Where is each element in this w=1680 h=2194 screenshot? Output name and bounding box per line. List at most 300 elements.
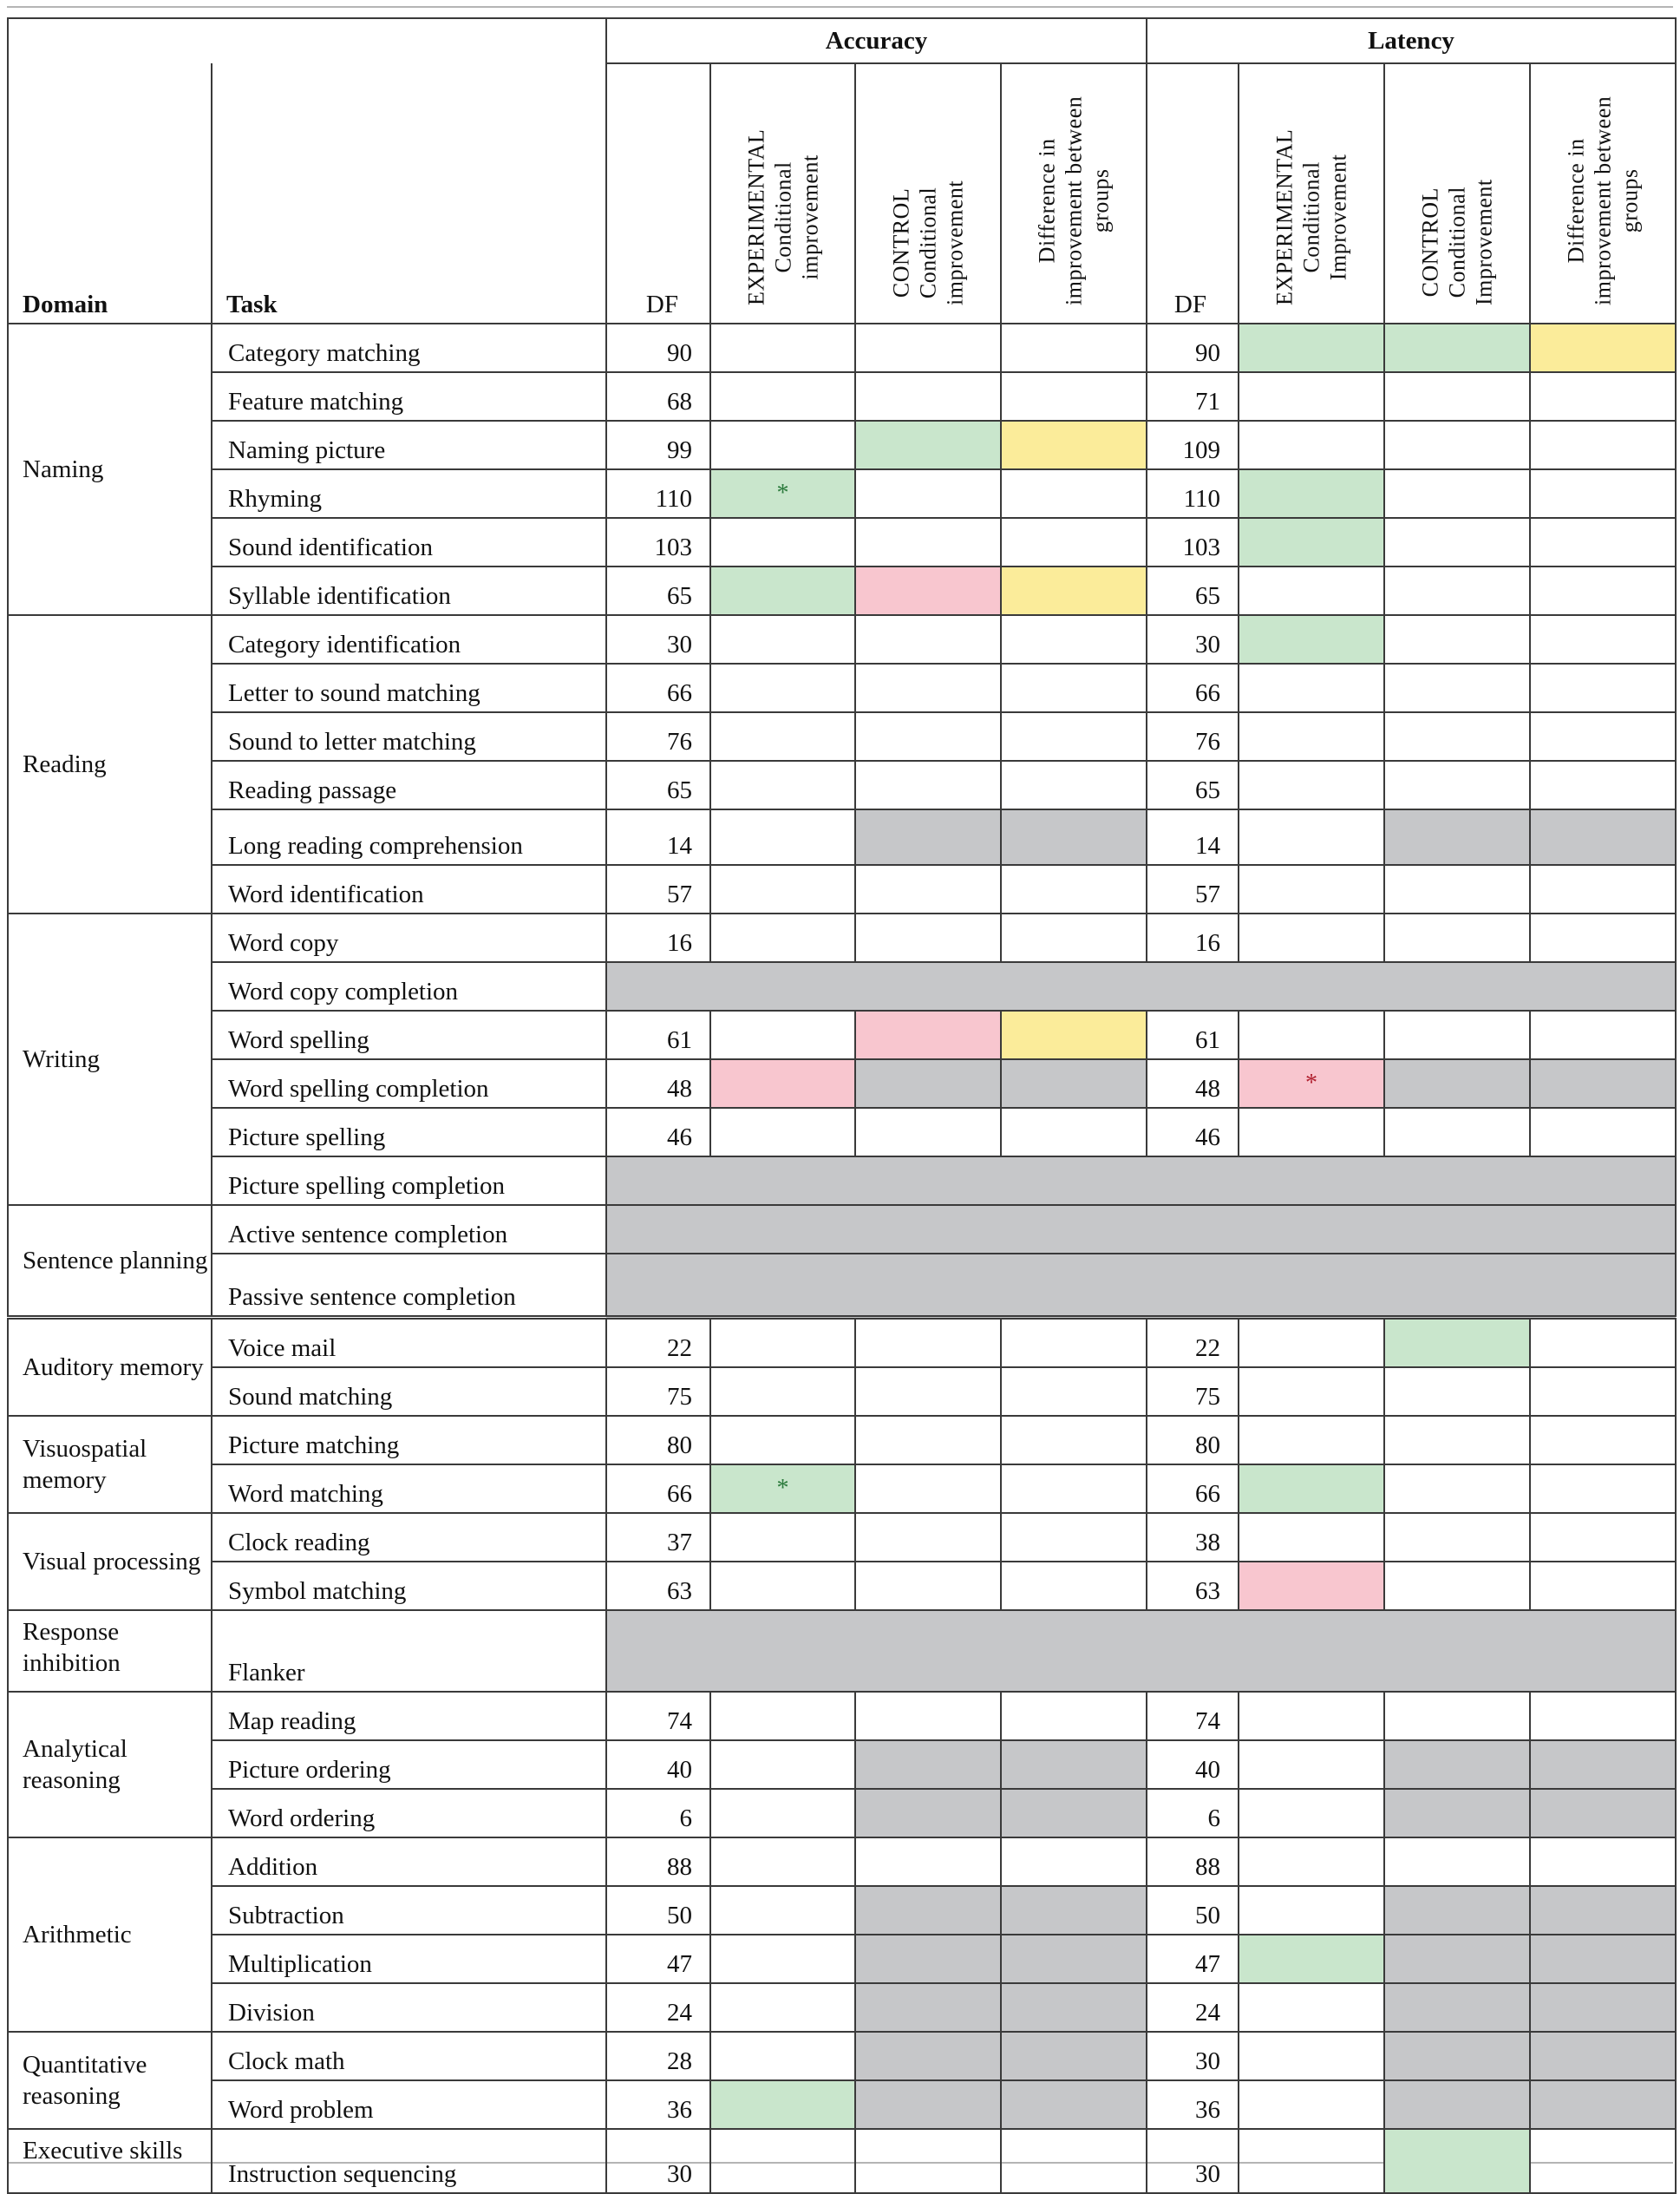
accuracy-experimental-cell [710, 372, 855, 421]
accuracy-df-cell: 65 [606, 761, 710, 809]
latency-experimental-cell [1239, 1935, 1384, 1983]
accuracy-control-cell [855, 1416, 1001, 1464]
accuracy-difference-cell [1001, 1367, 1147, 1416]
task-feature-matching: Feature matching [212, 372, 606, 421]
latency-control-cell [1384, 1318, 1530, 1368]
latency-control-cell [1384, 469, 1530, 518]
latency-control-cell [1384, 518, 1530, 567]
latency-control-cell [1384, 1513, 1530, 1562]
accuracy-difference-cell [1001, 1983, 1147, 2032]
table-row [8, 1610, 1676, 1692]
latency-df-cell: 90 [1147, 324, 1239, 372]
latency-control-cell [1384, 1789, 1530, 1837]
task-picture-matching: Picture matching [212, 1416, 606, 1464]
task-picture-ordering: Picture ordering [212, 1740, 606, 1789]
accuracy-difference-column-header [1001, 63, 1147, 324]
table-row [8, 1108, 1676, 1156]
accuracy-experimental-cell [710, 469, 855, 518]
latency-experimental-cell [1239, 809, 1384, 865]
not-applicable-cell [606, 1156, 1676, 1205]
latency-difference-cell [1530, 1011, 1676, 1059]
table-row [8, 761, 1676, 809]
accuracy-difference-cell [1001, 2032, 1147, 2080]
header-line: groups [1617, 168, 1643, 233]
accuracy-control-cell [855, 2129, 1001, 2193]
accuracy-difference-cell [1001, 1692, 1147, 1740]
accuracy-control-cell [855, 1011, 1001, 1059]
task-word-copy: Word copy [212, 914, 606, 962]
latency-control-column-header [1384, 63, 1530, 324]
latency-difference-header-text [1563, 96, 1644, 305]
task-word-copy-completion: Word copy completion [212, 962, 606, 1011]
task-reading-passage: Reading passage [212, 761, 606, 809]
latency-experimental-cell [1239, 567, 1384, 615]
accuracy-experimental-cell [710, 865, 855, 914]
task-naming-picture: Naming picture [212, 421, 606, 469]
header-line: improvement between [1590, 95, 1616, 305]
task-rhyming: Rhyming [212, 469, 606, 518]
accuracy-difference-cell [1001, 1837, 1147, 1886]
latency-control-cell [1384, 1416, 1530, 1464]
accuracy-experimental-cell [710, 421, 855, 469]
latency-df-cell: 47 [1147, 1935, 1239, 1983]
accuracy-control-cell [855, 809, 1001, 865]
table-row [8, 809, 1676, 865]
latency-df-cell: 109 [1147, 421, 1239, 469]
accuracy-df-cell: 110 [606, 469, 710, 518]
latency-control-cell [1384, 567, 1530, 615]
latency-control-cell [1384, 1059, 1530, 1108]
domain-visual-processing: Visual processing [8, 1513, 212, 1610]
latency-difference-cell [1530, 712, 1676, 761]
latency-control-cell [1384, 615, 1530, 664]
latency-control-cell [1384, 712, 1530, 761]
accuracy-difference-cell [1001, 1513, 1147, 1562]
latency-control-cell [1384, 324, 1530, 372]
accuracy-df-cell: 30 [606, 2129, 710, 2193]
domain-column-header: Domain [8, 63, 212, 324]
header-line: EXPERIMENTAL [1271, 128, 1298, 305]
accuracy-control-cell [855, 1935, 1001, 1983]
table-row [8, 1513, 1676, 1562]
latency-control-cell [1384, 1837, 1530, 1886]
accuracy-df-cell: 74 [606, 1692, 710, 1740]
accuracy-df-cell: 99 [606, 421, 710, 469]
task-column-header: Task [212, 63, 606, 324]
accuracy-df-header: DF [606, 63, 710, 324]
table-row [8, 1886, 1676, 1935]
latency-experimental-cell [1239, 2129, 1384, 2193]
task-active-sentence-completion: Active sentence completion [212, 1205, 606, 1254]
latency-difference-cell [1530, 914, 1676, 962]
latency-experimental-cell [1239, 372, 1384, 421]
latency-control-cell [1384, 664, 1530, 712]
latency-control-cell [1384, 1935, 1530, 1983]
latency-difference-cell [1530, 1513, 1676, 1562]
header-line: improvement [797, 154, 822, 280]
accuracy-experimental-cell [710, 664, 855, 712]
accuracy-control-cell [855, 1789, 1001, 1837]
accuracy-df-cell: 61 [606, 1011, 710, 1059]
latency-df-cell: 80 [1147, 1416, 1239, 1464]
accuracy-control-cell [855, 712, 1001, 761]
latency-df-cell: 61 [1147, 1011, 1239, 1059]
latency-experimental-cell [1239, 1983, 1384, 2032]
accuracy-control-cell [855, 1108, 1001, 1156]
accuracy-difference-cell [1001, 761, 1147, 809]
task-word-ordering: Word ordering [212, 1789, 606, 1837]
task-clock-math: Clock math [212, 2032, 606, 2080]
latency-experimental-cell [1239, 421, 1384, 469]
header-line: CONTROL [1417, 187, 1443, 298]
accuracy-experimental-cell [710, 761, 855, 809]
header-line: Conditional [915, 187, 941, 299]
task-long-reading-comprehension: Long reading comprehension [212, 809, 606, 865]
accuracy-df-cell: 28 [606, 2032, 710, 2080]
latency-df-cell: 76 [1147, 712, 1239, 761]
accuracy-difference-cell [1001, 664, 1147, 712]
accuracy-difference-cell [1001, 324, 1147, 372]
table-row [8, 567, 1676, 615]
table-row [8, 1416, 1676, 1464]
table-row [8, 712, 1676, 761]
table-row [8, 1983, 1676, 2032]
latency-experimental-cell [1239, 1464, 1384, 1513]
latency-difference-cell [1530, 1692, 1676, 1740]
latency-df-cell: 103 [1147, 518, 1239, 567]
table-row [8, 914, 1676, 962]
latency-difference-cell [1530, 1935, 1676, 1983]
latency-control-header-text [1417, 179, 1498, 305]
latency-df-cell: 30 [1147, 615, 1239, 664]
table-row [8, 1935, 1676, 1983]
latency-control-cell [1384, 1983, 1530, 2032]
latency-control-cell [1384, 1562, 1530, 1610]
latency-difference-cell [1530, 865, 1676, 914]
accuracy-experimental-cell [710, 809, 855, 865]
table-row [8, 2032, 1676, 2080]
accuracy-control-cell [855, 1837, 1001, 1886]
accuracy-df-cell: 57 [606, 865, 710, 914]
accuracy-control-cell [855, 1513, 1001, 1562]
header-group-row [8, 18, 1676, 63]
header-line: Conditional [1444, 187, 1470, 298]
latency-df-cell: 40 [1147, 1740, 1239, 1789]
header-line: groups [1088, 168, 1114, 233]
task-addition: Addition [212, 1837, 606, 1886]
table-row [8, 1837, 1676, 1886]
accuracy-experimental-cell [710, 1562, 855, 1610]
accuracy-control-cell [855, 1318, 1001, 1368]
latency-experimental-cell [1239, 664, 1384, 712]
accuracy-experimental-cell [710, 2032, 855, 2080]
latency-difference-cell [1530, 1837, 1676, 1886]
accuracy-difference-cell [1001, 2080, 1147, 2129]
latency-control-cell [1384, 2129, 1530, 2193]
latency-control-cell [1384, 865, 1530, 914]
accuracy-control-cell [855, 421, 1001, 469]
table-row [8, 2129, 1676, 2193]
accuracy-experimental-cell [710, 1740, 855, 1789]
latency-df-header: DF [1147, 63, 1239, 324]
latency-difference-cell [1530, 2080, 1676, 2129]
task-word-problem: Word problem [212, 2080, 606, 2129]
latency-difference-column-header [1530, 63, 1676, 324]
latency-difference-cell [1530, 1318, 1676, 1368]
latency-df-cell: 66 [1147, 664, 1239, 712]
task-picture-spelling-completion: Picture spelling completion [212, 1156, 606, 1205]
header-line: improvement [942, 180, 968, 305]
task-word-spelling-completion: Word spelling completion [212, 1059, 606, 1108]
accuracy-difference-cell [1001, 1108, 1147, 1156]
accuracy-control-cell [855, 1692, 1001, 1740]
latency-df-cell: 36 [1147, 2080, 1239, 2129]
latency-df-cell: 22 [1147, 1318, 1239, 1368]
domain-reading: Reading [8, 615, 212, 914]
header-line: EXPERIMENTAL [743, 128, 768, 305]
latency-df-cell: 38 [1147, 1513, 1239, 1562]
accuracy-df-cell: 37 [606, 1513, 710, 1562]
accuracy-df-cell: 30 [606, 615, 710, 664]
accuracy-df-cell: 66 [606, 1464, 710, 1513]
header-line: Improvement [1325, 154, 1351, 281]
latency-control-cell [1384, 1692, 1530, 1740]
significance-star-icon: * [1305, 1070, 1317, 1097]
table-row [8, 1156, 1676, 1205]
accuracy-df-cell: 6 [606, 1789, 710, 1837]
latency-control-cell [1384, 2080, 1530, 2129]
accuracy-df-cell: 88 [606, 1837, 710, 1886]
accuracy-difference-cell [1001, 1011, 1147, 1059]
accuracy-difference-cell [1001, 469, 1147, 518]
latency-df-cell: 24 [1147, 1983, 1239, 2032]
latency-difference-cell [1530, 421, 1676, 469]
latency-control-cell [1384, 421, 1530, 469]
accuracy-experimental-cell [710, 324, 855, 372]
accuracy-experimental-cell [710, 1886, 855, 1935]
latency-difference-cell [1530, 1740, 1676, 1789]
accuracy-df-cell: 24 [606, 1983, 710, 2032]
latency-control-cell [1384, 1464, 1530, 1513]
latency-df-cell: 110 [1147, 469, 1239, 518]
latency-experimental-cell [1239, 518, 1384, 567]
task-category-matching: Category matching [212, 324, 606, 372]
accuracy-experimental-cell [710, 1464, 855, 1513]
table-row [8, 372, 1676, 421]
table-row [8, 1367, 1676, 1416]
table-row [8, 962, 1676, 1011]
accuracy-df-cell: 46 [606, 1108, 710, 1156]
accuracy-control-cell [855, 761, 1001, 809]
accuracy-control-cell [855, 2080, 1001, 2129]
accuracy-experimental-cell [710, 712, 855, 761]
latency-experimental-cell [1239, 1367, 1384, 1416]
latency-difference-cell [1530, 1983, 1676, 2032]
task-letter-to-sound-matching: Letter to sound matching [212, 664, 606, 712]
header-line: improvement between [1061, 95, 1087, 305]
top-rule [7, 6, 1673, 8]
accuracy-difference-cell [1001, 1740, 1147, 1789]
accuracy-experimental-cell [710, 1416, 855, 1464]
latency-experimental-cell [1239, 1837, 1384, 1886]
accuracy-df-cell: 50 [606, 1886, 710, 1935]
table-row [8, 1789, 1676, 1837]
latency-control-cell [1384, 372, 1530, 421]
latency-experimental-cell [1239, 1416, 1384, 1464]
latency-experimental-cell [1239, 1740, 1384, 1789]
latency-control-cell [1384, 1367, 1530, 1416]
accuracy-difference-cell [1001, 2129, 1147, 2193]
latency-difference-cell [1530, 1464, 1676, 1513]
table-row [8, 324, 1676, 372]
accuracy-experimental-cell [710, 1011, 855, 1059]
task-subtraction: Subtraction [212, 1886, 606, 1935]
accuracy-difference-cell [1001, 567, 1147, 615]
latency-experimental-cell [1239, 615, 1384, 664]
accuracy-experimental-cell [710, 1789, 855, 1837]
domain-naming: Naming [8, 324, 212, 615]
accuracy-difference-cell [1001, 1059, 1147, 1108]
accuracy-difference-cell [1001, 615, 1147, 664]
task-word-spelling: Word spelling [212, 1011, 606, 1059]
latency-df-cell: 65 [1147, 761, 1239, 809]
latency-difference-cell [1530, 1416, 1676, 1464]
accuracy-control-cell [855, 469, 1001, 518]
task-passive-sentence-completion: Passive sentence completion [212, 1254, 606, 1318]
accuracy-experimental-cell [710, 2129, 855, 2193]
accuracy-difference-cell [1001, 865, 1147, 914]
significance-star-icon: * [776, 480, 789, 507]
latency-experimental-cell [1239, 2032, 1384, 2080]
accuracy-difference-cell [1001, 1318, 1147, 1368]
latency-df-cell: 66 [1147, 1464, 1239, 1513]
latency-control-cell [1384, 914, 1530, 962]
latency-df-cell: 14 [1147, 809, 1239, 865]
domain-arithmetic: Arithmetic [8, 1837, 212, 2032]
accuracy-experimental-header-text [742, 129, 823, 305]
latency-df-cell: 71 [1147, 372, 1239, 421]
accuracy-df-cell: 36 [606, 2080, 710, 2129]
latency-df-cell: 30 [1147, 2129, 1239, 2193]
latency-df-cell: 63 [1147, 1562, 1239, 1610]
task-sound-to-letter-matching: Sound to letter matching [212, 712, 606, 761]
table-row [8, 615, 1676, 664]
accuracy-df-cell: 14 [606, 809, 710, 865]
table-row [8, 1740, 1676, 1789]
latency-control-cell [1384, 1886, 1530, 1935]
task-word-identification: Word identification [212, 865, 606, 914]
domain-executive-skills: Executive skills [8, 2129, 212, 2193]
table-row [8, 664, 1676, 712]
table-row [8, 518, 1676, 567]
table-row [8, 421, 1676, 469]
accuracy-df-cell: 75 [606, 1367, 710, 1416]
significance-star-icon: * [776, 1475, 789, 1502]
accuracy-experimental-cell [710, 1935, 855, 1983]
table-row [8, 1692, 1676, 1740]
accuracy-control-cell [855, 2032, 1001, 2080]
accuracy-experimental-cell [710, 1108, 855, 1156]
latency-experimental-cell [1239, 1692, 1384, 1740]
latency-difference-cell [1530, 1562, 1676, 1610]
accuracy-difference-cell [1001, 518, 1147, 567]
header-line: Difference in [1034, 138, 1060, 264]
accuracy-control-cell [855, 567, 1001, 615]
header-line: Conditional [770, 161, 795, 273]
header-line: Conditional [1298, 161, 1324, 273]
latency-difference-cell [1530, 1789, 1676, 1837]
task-map-reading: Map reading [212, 1692, 606, 1740]
latency-experimental-cell [1239, 865, 1384, 914]
accuracy-control-cell [855, 1740, 1001, 1789]
latency-experimental-cell [1239, 1011, 1384, 1059]
accuracy-experimental-cell [710, 1059, 855, 1108]
accuracy-difference-cell [1001, 712, 1147, 761]
table-row [8, 469, 1676, 518]
latency-experimental-cell [1239, 1059, 1384, 1108]
accuracy-df-cell: 63 [606, 1562, 710, 1610]
latency-experimental-cell [1239, 1513, 1384, 1562]
accuracy-difference-cell [1001, 1464, 1147, 1513]
latency-difference-cell [1530, 615, 1676, 664]
task-voice-mail: Voice mail [212, 1318, 606, 1368]
accuracy-control-cell [855, 1562, 1001, 1610]
accuracy-experimental-cell [710, 1837, 855, 1886]
latency-experimental-column-header [1239, 63, 1384, 324]
latency-control-cell [1384, 809, 1530, 865]
accuracy-control-cell [855, 615, 1001, 664]
accuracy-control-cell [855, 324, 1001, 372]
latency-difference-cell [1530, 518, 1676, 567]
table-row [8, 1318, 1676, 1368]
latency-control-cell [1384, 2032, 1530, 2080]
latency-df-cell: 74 [1147, 1692, 1239, 1740]
accuracy-experimental-cell [710, 1513, 855, 1562]
accuracy-experimental-cell [710, 567, 855, 615]
accuracy-control-cell [855, 1059, 1001, 1108]
accuracy-control-cell [855, 1886, 1001, 1935]
accuracy-df-cell: 65 [606, 567, 710, 615]
accuracy-df-cell: 48 [606, 1059, 710, 1108]
task-symbol-matching: Symbol matching [212, 1562, 606, 1610]
header-line: CONTROL [888, 187, 914, 298]
accuracy-df-cell: 66 [606, 664, 710, 712]
task-flanker: Flanker [212, 1610, 606, 1692]
accuracy-experimental-cell [710, 2080, 855, 2129]
accuracy-experimental-cell [710, 1692, 855, 1740]
task-syllable-identification: Syllable identification [212, 567, 606, 615]
accuracy-difference-cell [1001, 1789, 1147, 1837]
accuracy-df-cell: 76 [606, 712, 710, 761]
latency-experimental-cell [1239, 1108, 1384, 1156]
latency-experimental-cell [1239, 324, 1384, 372]
latency-df-cell: 75 [1147, 1367, 1239, 1416]
latency-experimental-cell [1239, 1886, 1384, 1935]
accuracy-difference-cell [1001, 809, 1147, 865]
accuracy-difference-header-text [1034, 96, 1115, 305]
task-category-identification: Category identification [212, 615, 606, 664]
latency-difference-cell [1530, 2129, 1676, 2193]
accuracy-difference-cell [1001, 1886, 1147, 1935]
domain-visuospatial-memory: Visuospatial memory [8, 1416, 212, 1513]
accuracy-control-column-header [855, 63, 1001, 324]
task-sound-matching: Sound matching [212, 1367, 606, 1416]
accuracy-control-cell [855, 914, 1001, 962]
accuracy-experimental-cell [710, 1983, 855, 2032]
accuracy-control-cell [855, 518, 1001, 567]
accuracy-difference-cell [1001, 421, 1147, 469]
accuracy-difference-cell [1001, 914, 1147, 962]
